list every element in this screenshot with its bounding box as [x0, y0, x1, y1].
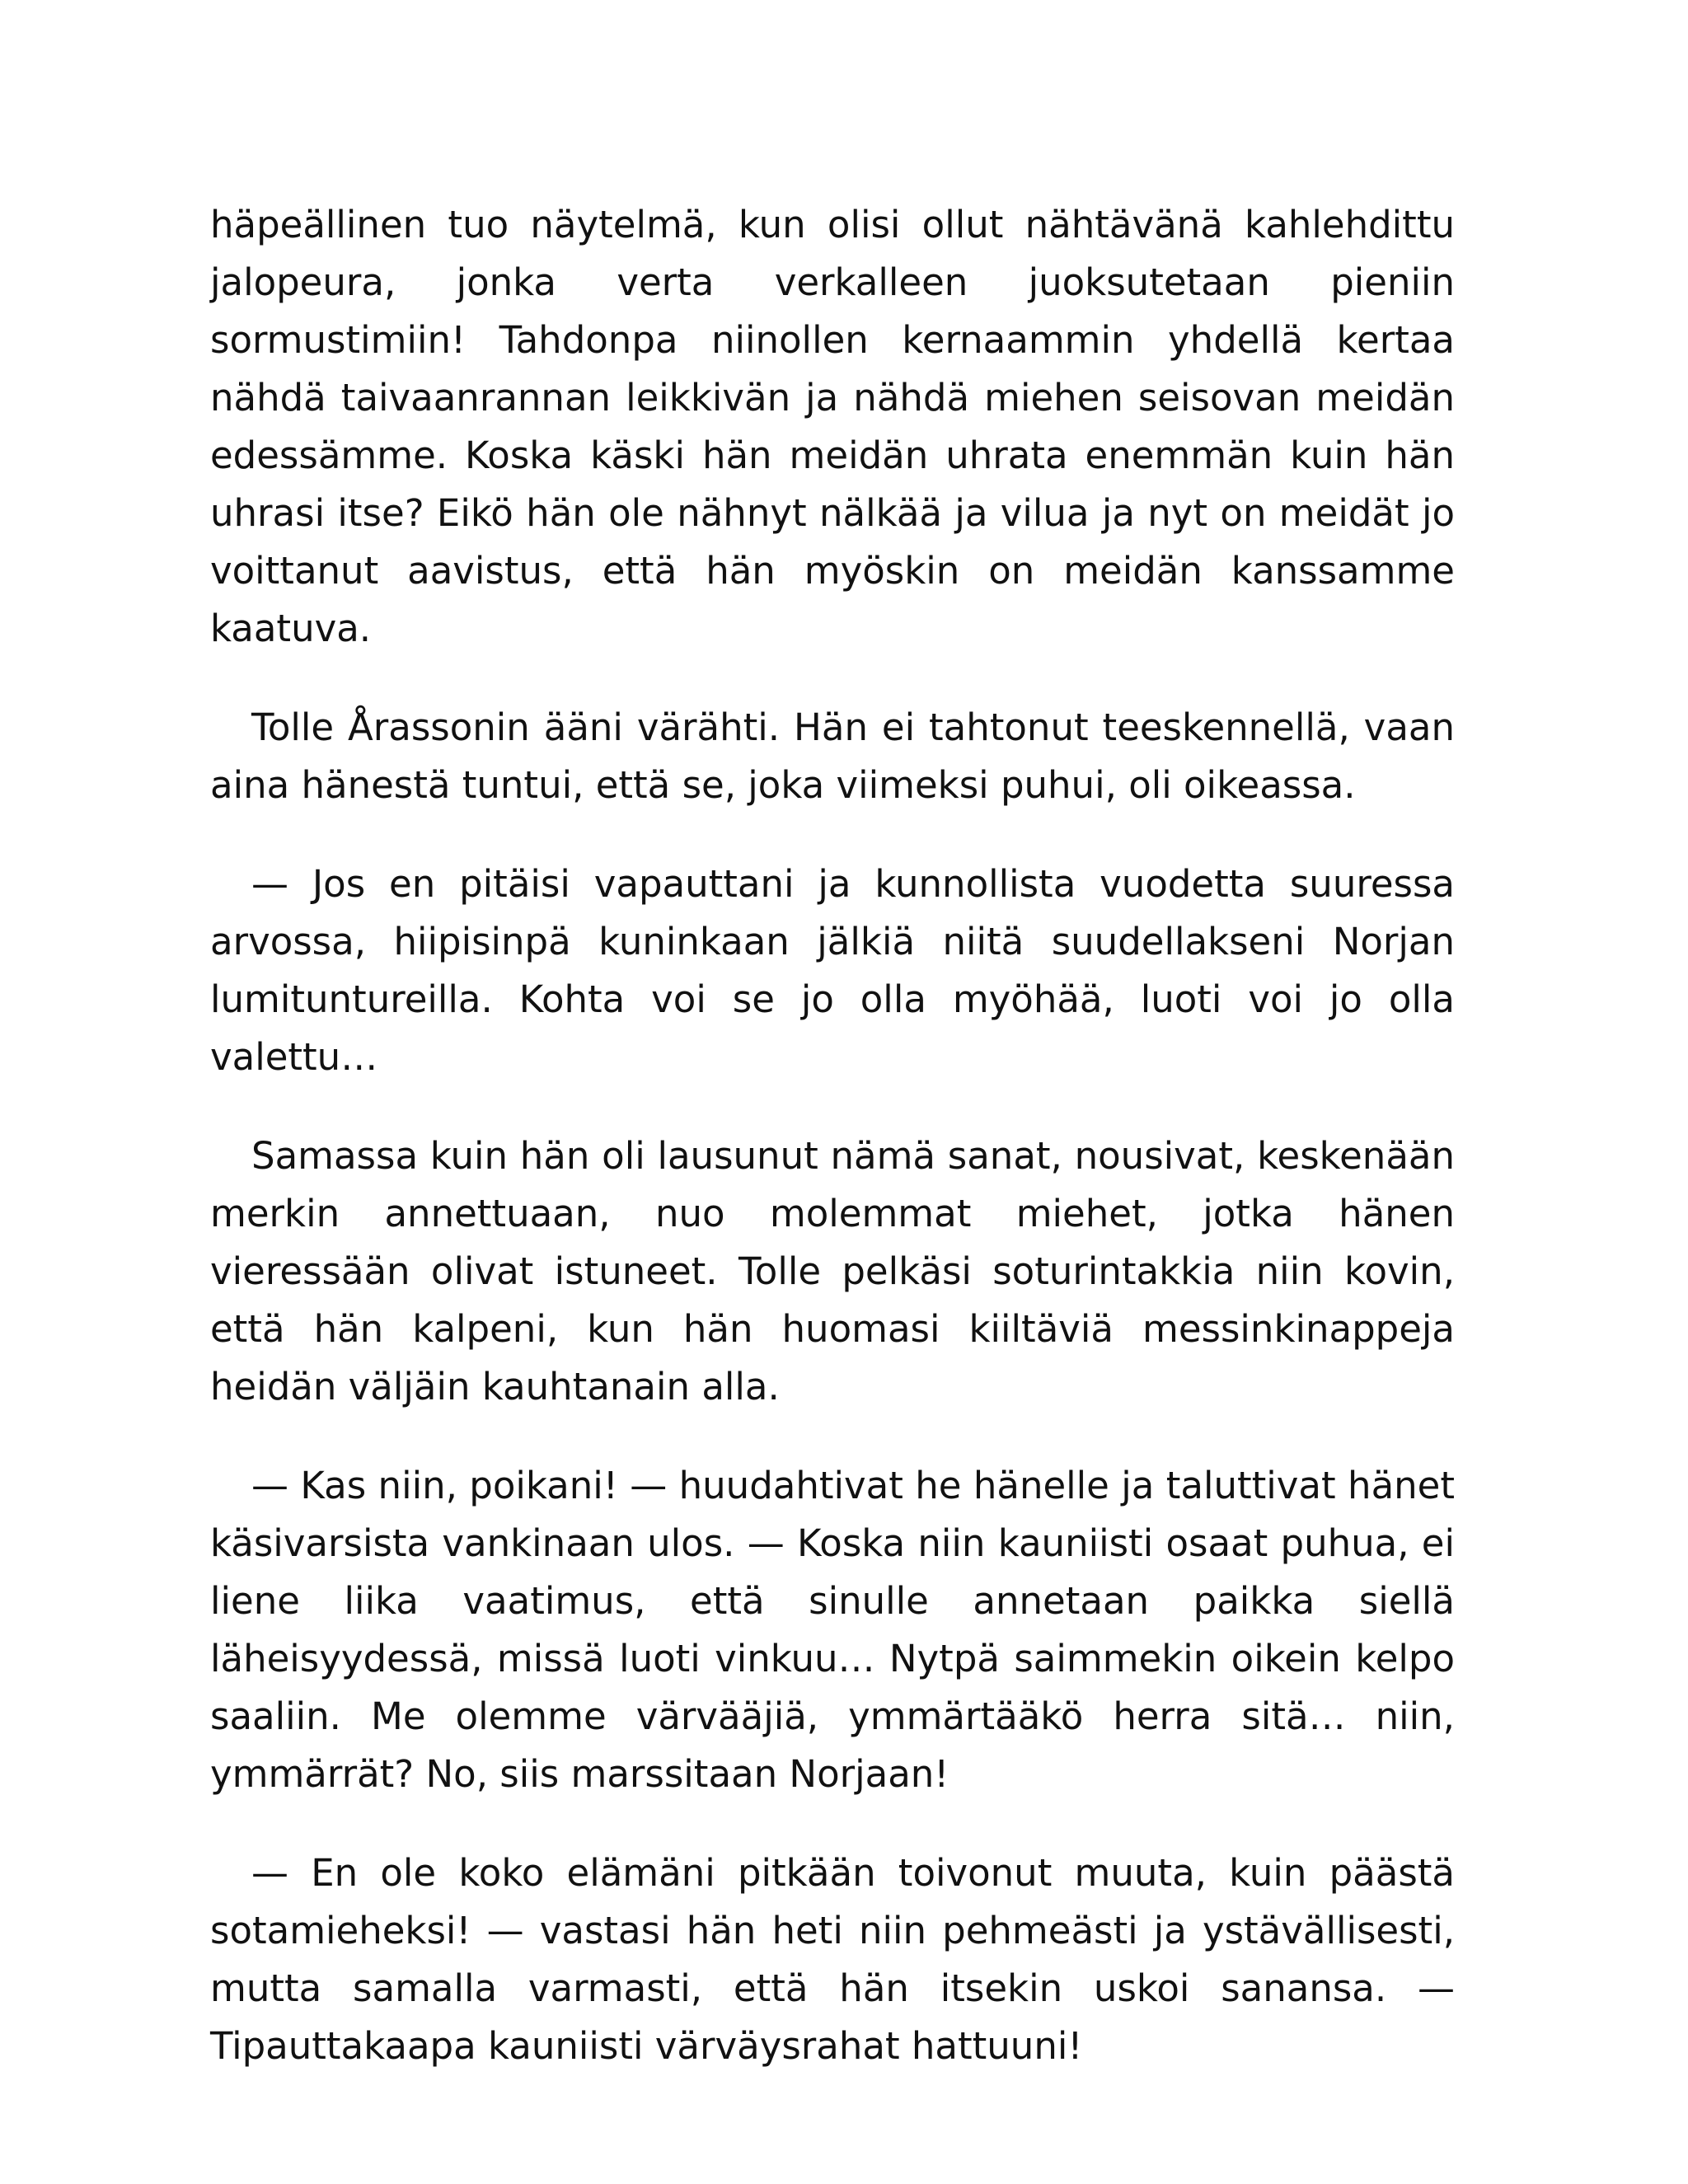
paragraph-dialogue: — En ole koko elämäni pitkään toivonut muuta, kuin päästä sotamieheksi! — vastasi hän heti niin pehmeästi ja ystävällisesti, mutta samalla varmasti, että hän itsekin uskoi sanansa. — Tipauttakaapa kauniisti värväysrahat hattuuni! [210, 1851, 1455, 2068]
paragraph-dialogue: — Kas niin, poikani! — huudahtivat he hänelle ja taluttivat hänet käsivarsista vankinaan ulos. — Koska niin kauniisti osaat puhua, ei liene liika vaatimus, että sinulle annetaan paikka siellä läheisyydessä, missä luoti vinkuu… Nytpä saimmekin oikein kelpo saaliin. Me olemme värvääjiä, ymmärtääkö herra sitä… niin, ymmärrät? No, siis marssitaan Norjaan! [210, 1464, 1455, 1796]
paragraph-dialogue: — Jos en pitäisi vapauttani ja kunnollista vuodetta suuressa arvossa, hiipisinpä kuninkaan jälkiä niitä suudellakseni Norjan lumituntureilla. Kohta voi se jo olla myöhää, luoti voi jo olla valettu… [210, 862, 1455, 1079]
paragraph: Samassa kuin hän oli lausunut nämä sanat, nousivat, keskenään merkin annettuaan, nuo molemmat miehet, jotka hänen vieressään olivat istuneet. Tolle pelkäsi soturintakkia niin kovin, että hän kalpeni, kun hän huomasi kiiltäviä messinkinappeja heidän väljäin kauhtanain alla. [210, 1134, 1455, 1408]
paragraph-continued: häpeällinen tuo näytelmä, kun olisi ollut nähtävänä kahlehdittu jalopeura, jonka verta verkalleen juoksutetaan pieniin sormustimiin! Tahdonpa niinollen kernaammin yhdellä kertaa nähdä taivaanrannan leikkivän ja nähdä miehen seisovan meidän edessämme. Koska käski hän meidän uhrata enemmän kuin hän uhrasi itse? Eikö hän ole nähnyt nälkää ja vilua ja nyt on meidät jo voittanut aavistus, että hän myöskin on meidän kanssamme kaatuva. [210, 203, 1455, 650]
paragraph: Tolle Årassonin ääni värähti. Hän ei tahtonut teeskennellä, vaan aina hänestä tuntui, että se, joka viimeksi puhui, oli oikeassa. [210, 705, 1455, 807]
page-text [210, 196, 1455, 2116]
